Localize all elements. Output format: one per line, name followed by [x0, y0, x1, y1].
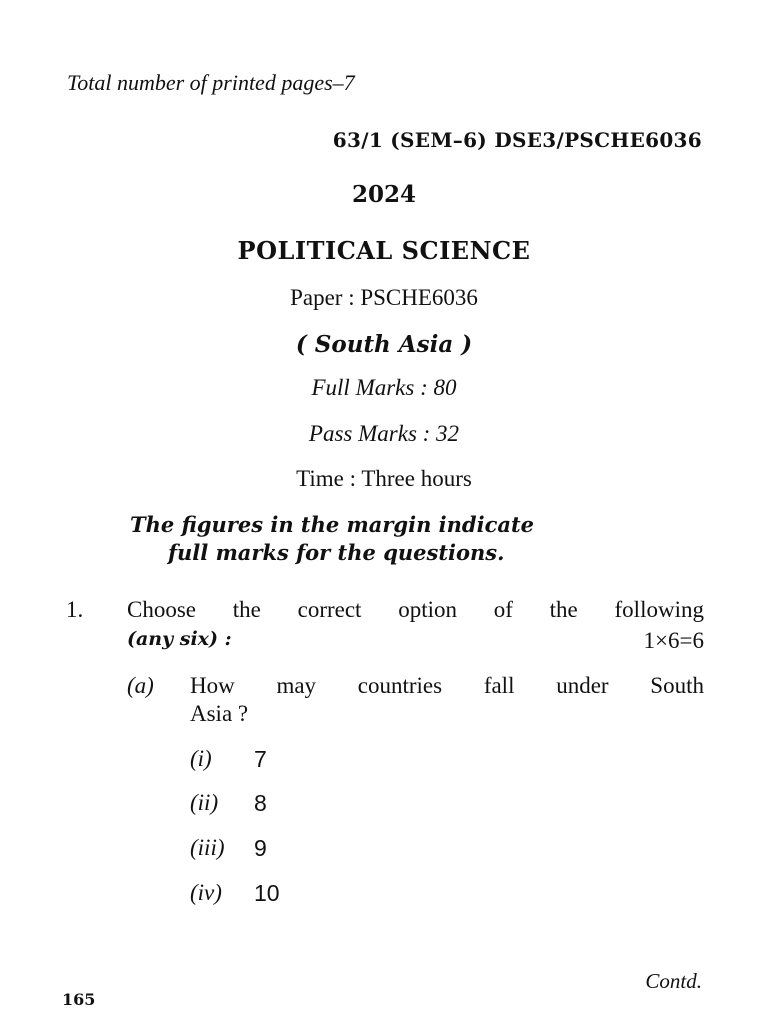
full-marks: Full Marks : 80 — [311, 375, 457, 400]
subquestion-text-continued: Asia ? — [190, 701, 249, 726]
option-value: 8 — [254, 790, 267, 816]
paper-title: ( South Asia ) — [295, 331, 473, 358]
question-word: of — [493, 597, 513, 622]
option-value: 9 — [254, 835, 267, 861]
course-code: 63/1 (SEM–6) DSE3/PSCHE6036 — [332, 128, 702, 152]
subject-title: POLITICAL SCIENCE — [237, 236, 531, 265]
instruction-line-1: The figures in the margin indicate — [130, 512, 535, 537]
option-label: (iii) — [190, 835, 225, 860]
subquestion-text — [190, 673, 704, 699]
instruction-line-2: full marks for the questions. — [168, 540, 505, 565]
subquestion-word: fall — [483, 673, 515, 698]
subquestion-word: South — [650, 673, 704, 698]
subquestion-word: under — [556, 673, 609, 698]
exam-year: 2024 — [351, 181, 416, 208]
option-label: (iv) — [190, 880, 222, 905]
question-marks: 1×6=6 — [643, 628, 704, 653]
question-word: following — [614, 597, 704, 622]
question-word: the — [549, 597, 578, 622]
total-pages-note: Total number of printed pages–7 — [67, 70, 355, 95]
question-word: the — [232, 597, 261, 622]
paper-code: Paper : PSCHE6036 — [290, 285, 478, 310]
pass-marks: Pass Marks : 32 — [308, 421, 460, 446]
question-word: option — [398, 597, 457, 622]
question-text — [127, 597, 704, 623]
continued-note: Contd. — [645, 969, 702, 993]
subquestion-label: (a) — [127, 673, 154, 698]
question-number: 1. — [66, 597, 84, 622]
option-value: 7 — [254, 746, 267, 772]
subquestion-word: countries — [357, 673, 443, 698]
option-label: (i) — [190, 746, 212, 771]
subquestion-word: How — [190, 673, 235, 698]
question-word: correct — [297, 597, 362, 622]
question-word: Choose — [127, 597, 196, 622]
subquestion-word: may — [276, 673, 317, 698]
question-condition: (any six) : — [127, 628, 232, 650]
time-allowed: Time : Three hours — [296, 466, 472, 491]
page-number: 165 — [62, 990, 96, 1009]
option-label: (ii) — [190, 790, 219, 815]
option-value: 10 — [254, 880, 280, 906]
